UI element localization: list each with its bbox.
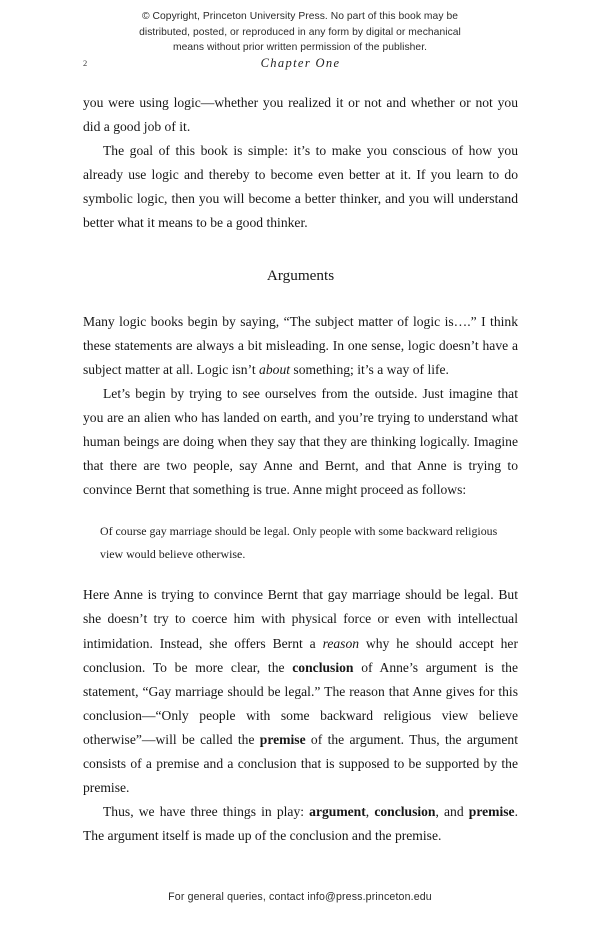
copyright-notice [0,9,600,56]
text-fragment: of the argument. Thus, the argument consists of a premise and a conclusion that is supposed to be supported by the premise. [83,731,518,796]
text-fragment: . The argument itself is made up of the conclusion and the premise. [83,804,518,844]
term-premise: premise [468,804,515,820]
text-fragment: Many logic books begin by saying, “The subject matter of logic is….” I think these statements are always a bit misleading. In one sense, logic doesn’t have a subject matter at all. Logic isn’t [83,313,518,377]
section-heading-arguments: Arguments [266,266,335,284]
paragraph-subject-matter [83,310,518,382]
text-fragment: of Anne’s argument is the statement, “Gay marriage should be legal.” The reason that Anne gives for this conclusion—“Only people with some backward religious view believe otherwise”—will be called the [83,659,518,747]
page-number: 2 [83,58,88,68]
text-fragment: Thus, we have three things in play: [103,804,310,820]
block-quote-anne-statement [83,502,518,583]
text-fragment: , and [435,804,469,820]
text-fragment: why he should accept her conclusion. To be more clear, the [83,635,518,675]
term-conclusion: conclusion [374,804,436,820]
footer-queries: For general queries, contact info@press.princeton.edu [168,891,432,903]
copyright-line-1: © Copyright, Princeton University Press. No part of this book may be [141,11,459,22]
paragraph-goal-of-book: The goal of this book is simple: it’s to make you conscious of how you already use logic and thereby to become even better at it. If you learn to do symbolic logic, then you will become a better thinker, and you will understand better what it means to be a good thinker. [83,143,518,231]
text-fragment: , [365,804,375,820]
text-fragment: Here Anne is trying to convince Bernt that gay marriage should be legal. But she doesn’t try to coerce him with physical force or even with intellectual intimidation. Instead, she offers Bernt a [83,587,518,651]
block-quote-text: Of course gay marriage should be legal. Only people with some backward religious view would believe otherwise. [100,524,498,562]
term-premise: premise [259,731,306,747]
chapter-title: Chapter One [260,56,341,70]
term-conclusion: conclusion [292,659,354,675]
text-fragment: something; it’s a way of life. [290,361,449,377]
copyright-line-2: distributed, posted, or reproduced in any form by digital or mechanical [139,26,461,38]
paragraph-alien-thought-experiment: Let’s begin by trying to see ourselves from the outside. Just imagine that you are an alien who has landed on earth, and you’re trying to understand what human beings are doing when they say that they are thinking logically. Imagine that there are two people, say Anne and Bernt, and that Anne is trying to convince Bernt that something is true. Anne might proceed as follows: [83,385,518,498]
copyright-line-3: means without prior written permission of the publisher. [172,42,428,53]
emphasis-reason: reason [322,635,360,651]
emphasis-about: about [259,361,291,377]
paragraph-premise-conclusion [83,583,518,800]
paragraph-three-things [83,800,518,848]
text-column [83,91,518,848]
paragraph-continuation: you were using logic—whether you realized it or not and whether or not you did a good job of it. [83,95,518,135]
running-head [83,56,518,72]
term-argument: argument [309,804,366,820]
